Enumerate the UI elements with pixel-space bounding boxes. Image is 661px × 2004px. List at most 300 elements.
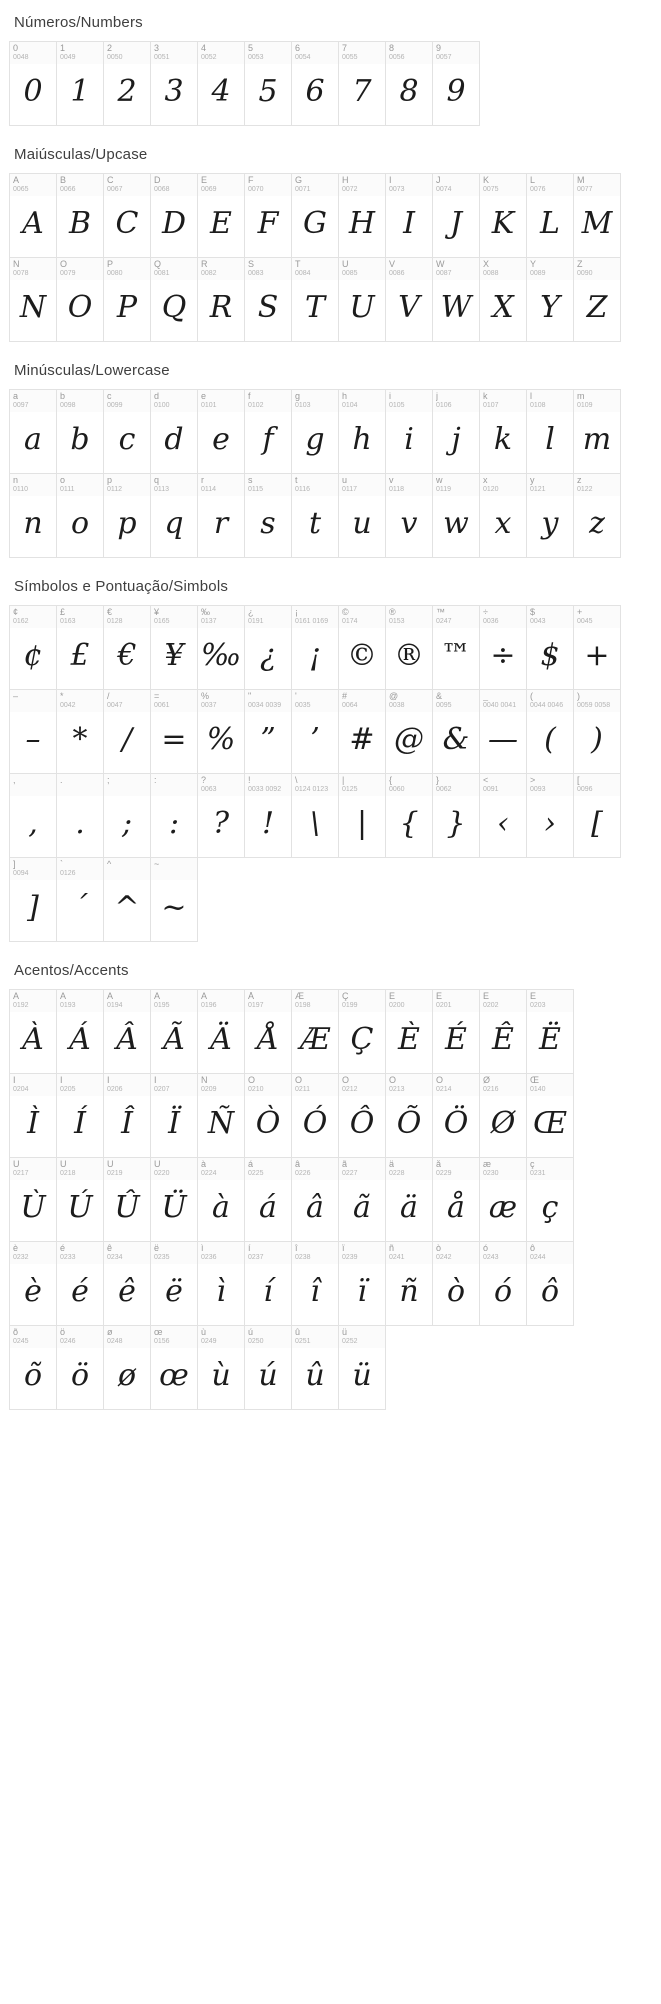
glyph-cell[interactable] — [198, 1326, 245, 1410]
glyph-cell[interactable] — [292, 690, 339, 774]
glyph-cell[interactable] — [57, 258, 104, 342]
glyph-preview: t — [308, 505, 322, 541]
glyph-cell[interactable] — [480, 1074, 527, 1158]
glyph-cell[interactable] — [339, 174, 386, 258]
glyph-cell[interactable] — [198, 606, 245, 690]
glyph-code-label: 0097 — [13, 402, 29, 409]
glyph-char-label: m — [577, 392, 585, 401]
glyph-char-label: € — [107, 608, 113, 617]
glyph-meta — [527, 174, 573, 196]
glyph-meta — [57, 690, 103, 712]
glyph-cell[interactable] — [292, 174, 339, 258]
glyph-cell[interactable] — [386, 42, 433, 126]
glyph-char-label: Ë — [530, 992, 537, 1001]
glyph-cell[interactable] — [527, 174, 574, 258]
glyph-code-label: 0096 — [577, 786, 593, 793]
glyph-cell[interactable] — [198, 474, 245, 558]
glyph-preview: Ñ — [207, 1105, 235, 1141]
glyph-code-label: 0087 — [436, 270, 452, 277]
glyph-cell[interactable] — [245, 774, 292, 858]
glyph-cell[interactable] — [10, 258, 57, 342]
glyph-code-label: 0121 — [530, 486, 546, 493]
glyph-preview: Õ — [396, 1105, 422, 1141]
glyph-cell[interactable] — [151, 1242, 198, 1326]
glyph-cell[interactable] — [198, 690, 245, 774]
glyph-preview: ’ — [310, 721, 320, 757]
glyph-cell[interactable] — [433, 474, 480, 558]
glyph-preview: á — [259, 1189, 277, 1225]
glyph-cell[interactable] — [245, 690, 292, 774]
glyph-cell[interactable] — [151, 690, 198, 774]
glyph-cell[interactable] — [574, 258, 621, 342]
glyph-code-label: 0059 0058 — [577, 702, 611, 709]
glyph-meta — [245, 390, 291, 412]
glyph-meta — [151, 1158, 197, 1180]
glyph-cell[interactable] — [292, 258, 339, 342]
glyph-preview: ÷ — [490, 637, 516, 673]
glyph-code-label: 0232 — [13, 1254, 29, 1261]
glyph-code-label: 0071 — [295, 186, 311, 193]
glyph-cell[interactable] — [339, 474, 386, 558]
glyph-preview: ´ — [72, 889, 88, 925]
glyph-preview: î — [310, 1273, 320, 1309]
glyph-cell[interactable] — [339, 1326, 386, 1410]
glyph-cell[interactable] — [574, 690, 621, 774]
glyph-cell[interactable] — [57, 774, 104, 858]
glyph-preview: ‹ — [497, 805, 509, 841]
glyph-cell[interactable] — [574, 474, 621, 558]
glyph-cell[interactable] — [57, 606, 104, 690]
glyph-char-label: l — [530, 392, 532, 401]
glyph-cell[interactable] — [151, 390, 198, 474]
glyph-cell[interactable] — [57, 990, 104, 1074]
glyph-cell[interactable] — [57, 174, 104, 258]
glyph-char-label: + — [577, 608, 583, 617]
glyph-code-label: 0093 — [530, 786, 546, 793]
glyph-cell[interactable] — [104, 1242, 151, 1326]
glyph-char-label: h — [342, 392, 348, 401]
glyph-char-label: t — [295, 476, 298, 485]
glyph-meta — [292, 774, 338, 796]
glyph-cell[interactable] — [339, 1158, 386, 1242]
glyph-cell[interactable] — [57, 1326, 104, 1410]
glyph-cell[interactable] — [245, 606, 292, 690]
glyph-cell[interactable] — [151, 42, 198, 126]
glyph-cell[interactable] — [198, 174, 245, 258]
glyph-cell[interactable] — [10, 858, 57, 942]
glyph-char-label: y — [530, 476, 535, 485]
glyph-cell[interactable] — [339, 258, 386, 342]
glyph-preview: Ã — [163, 1021, 185, 1057]
glyph-preview: ç — [541, 1189, 559, 1225]
glyph-cell[interactable] — [292, 390, 339, 474]
glyph-meta — [292, 174, 338, 196]
glyph-cell[interactable] — [104, 1158, 151, 1242]
glyph-cell[interactable] — [245, 390, 292, 474]
glyph-cell[interactable] — [527, 990, 574, 1074]
glyph-meta — [480, 606, 526, 628]
glyph-cell[interactable] — [386, 258, 433, 342]
glyph-code-label: 0196 — [201, 1002, 217, 1009]
glyph-cell[interactable] — [10, 1242, 57, 1326]
glyph-cell[interactable] — [198, 774, 245, 858]
glyph-cell[interactable] — [292, 474, 339, 558]
glyph-cell[interactable] — [10, 390, 57, 474]
glyph-cell[interactable] — [527, 606, 574, 690]
glyph-char-label: è — [13, 1244, 19, 1253]
glyph-cell[interactable] — [104, 474, 151, 558]
glyph-cell[interactable] — [480, 174, 527, 258]
glyph-char-label: ä — [389, 1160, 395, 1169]
glyph-cell[interactable] — [480, 474, 527, 558]
glyph-cell[interactable] — [433, 1074, 480, 1158]
glyph-cell[interactable] — [198, 1242, 245, 1326]
glyph-cell[interactable] — [10, 1326, 57, 1410]
glyph-code-label: 0035 — [295, 702, 311, 709]
glyph-cell[interactable] — [433, 1242, 480, 1326]
glyph-cell[interactable] — [10, 690, 57, 774]
glyph-cell[interactable] — [480, 390, 527, 474]
glyph-cell[interactable] — [292, 1326, 339, 1410]
glyph-cell[interactable] — [57, 1074, 104, 1158]
glyph-cell[interactable] — [574, 774, 621, 858]
glyph-cell[interactable] — [10, 990, 57, 1074]
glyph-cell[interactable] — [57, 858, 104, 942]
glyph-meta — [104, 1158, 150, 1180]
glyph-cell[interactable] — [57, 1242, 104, 1326]
glyph-cell[interactable] — [339, 42, 386, 126]
glyph-cell[interactable] — [104, 1326, 151, 1410]
glyph-cell[interactable] — [104, 858, 151, 942]
glyph-char-label: Ñ — [201, 1076, 208, 1085]
glyph-cell[interactable] — [245, 1326, 292, 1410]
glyph-code-label: 0161 0169 — [295, 618, 329, 625]
glyph-cell[interactable] — [339, 774, 386, 858]
glyph-code-label: 0237 — [248, 1254, 264, 1261]
glyph-preview: k — [493, 421, 513, 457]
glyph-cell[interactable] — [10, 1158, 57, 1242]
glyph-cell[interactable] — [386, 474, 433, 558]
glyph-meta — [10, 1242, 56, 1264]
glyph-char-label: ë — [154, 1244, 160, 1253]
glyph-preview: é — [71, 1273, 89, 1309]
glyph-char-label: } — [436, 776, 440, 785]
glyph-char-label: M — [577, 176, 585, 185]
glyph-cell[interactable] — [433, 258, 480, 342]
glyph-char-label: w — [436, 476, 443, 485]
glyph-cell[interactable] — [433, 774, 480, 858]
glyph-cell[interactable] — [292, 774, 339, 858]
glyph-meta — [104, 690, 150, 712]
glyph-cell[interactable] — [245, 42, 292, 126]
glyph-preview: F — [257, 205, 279, 241]
glyph-cell[interactable] — [574, 390, 621, 474]
glyph-cell[interactable] — [527, 1158, 574, 1242]
glyph-code-label: 0212 — [342, 1086, 358, 1093]
glyph-cell[interactable] — [433, 606, 480, 690]
glyph-meta — [574, 258, 620, 280]
glyph-cell[interactable] — [151, 1158, 198, 1242]
glyph-cell[interactable] — [104, 990, 151, 1074]
glyph-preview: ü — [352, 1357, 372, 1393]
glyph-meta — [480, 390, 526, 412]
glyph-cell[interactable] — [57, 390, 104, 474]
glyph-code-label: 0066 — [60, 186, 76, 193]
glyph-meta — [151, 1326, 197, 1348]
glyph-char-label: 6 — [295, 44, 301, 53]
glyph-cell[interactable] — [433, 390, 480, 474]
glyph-meta — [527, 390, 573, 412]
glyph-cell[interactable] — [433, 1158, 480, 1242]
glyph-code-label: 0108 — [530, 402, 546, 409]
glyph-preview: z — [589, 505, 605, 541]
glyph-cell[interactable] — [104, 258, 151, 342]
glyph-preview: O — [67, 289, 93, 325]
glyph-cell[interactable] — [245, 258, 292, 342]
glyph-cell[interactable] — [151, 174, 198, 258]
glyph-cell[interactable] — [198, 990, 245, 1074]
glyph-cell[interactable] — [433, 690, 480, 774]
glyph-char-label: Z — [577, 260, 583, 269]
glyph-code-label: 0194 — [107, 1002, 123, 1009]
glyph-cell[interactable] — [527, 774, 574, 858]
glyph-cell[interactable] — [104, 606, 151, 690]
glyph-preview: Ç — [350, 1021, 374, 1057]
glyph-char-label: , — [13, 776, 16, 785]
glyph-cell[interactable] — [386, 174, 433, 258]
glyph-meta — [151, 774, 197, 796]
glyph-meta — [527, 990, 573, 1012]
glyph-preview: E — [210, 205, 232, 241]
glyph-cell[interactable] — [527, 1242, 574, 1326]
glyph-cell[interactable] — [292, 1242, 339, 1326]
glyph-meta — [527, 774, 573, 796]
glyph-char-label: r — [201, 476, 204, 485]
glyph-char-label: Ì — [13, 1076, 16, 1085]
glyph-cell[interactable] — [386, 774, 433, 858]
glyph-cell[interactable] — [151, 1326, 198, 1410]
glyph-meta — [386, 390, 432, 412]
glyph-cell[interactable] — [527, 474, 574, 558]
glyph-char-label: Û — [107, 1160, 114, 1169]
glyph-meta — [151, 990, 197, 1012]
glyph-meta — [198, 990, 244, 1012]
glyph-meta — [57, 1242, 103, 1264]
glyph-cell[interactable] — [386, 1074, 433, 1158]
glyph-meta — [527, 690, 573, 712]
glyph-cell[interactable] — [339, 606, 386, 690]
glyph-cell[interactable] — [433, 174, 480, 258]
glyph-cell[interactable] — [57, 42, 104, 126]
glyph-cell[interactable] — [386, 606, 433, 690]
glyph-cell[interactable] — [292, 1074, 339, 1158]
glyph-preview: / — [121, 721, 133, 757]
glyph-preview: j — [451, 421, 461, 457]
glyph-cell[interactable] — [292, 990, 339, 1074]
glyph-cell[interactable] — [10, 42, 57, 126]
glyph-cell[interactable] — [480, 990, 527, 1074]
glyph-cell[interactable] — [198, 390, 245, 474]
glyph-code-label: 0095 — [436, 702, 452, 709]
glyph-cell[interactable] — [245, 1158, 292, 1242]
glyph-cell[interactable] — [480, 690, 527, 774]
glyph-code-label: 0111 — [60, 486, 75, 493]
glyph-preview: ‰ — [200, 637, 242, 673]
glyph-cell[interactable] — [245, 1242, 292, 1326]
glyph-code-label: 0250 — [248, 1338, 264, 1345]
glyph-code-label: 0219 — [107, 1170, 123, 1177]
glyph-meta — [339, 1242, 385, 1264]
glyph-char-label: ! — [248, 776, 251, 785]
glyph-cell[interactable] — [245, 474, 292, 558]
glyph-cell[interactable] — [104, 174, 151, 258]
glyph-char-label: 5 — [248, 44, 254, 53]
glyph-char-label: \ — [295, 776, 298, 785]
glyph-code-label: 0091 — [483, 786, 499, 793]
glyph-char-label: Á — [60, 992, 67, 1001]
glyph-meta — [433, 774, 479, 796]
glyph-cell[interactable] — [10, 606, 57, 690]
glyph-cell[interactable] — [339, 690, 386, 774]
glyph-code-label: 0209 — [201, 1086, 217, 1093]
glyph-cell[interactable] — [245, 174, 292, 258]
glyph-cell[interactable] — [480, 606, 527, 690]
glyph-char-label: [ — [577, 776, 580, 785]
glyph-cell[interactable] — [104, 774, 151, 858]
glyph-meta — [433, 1158, 479, 1180]
glyph-cell[interactable] — [151, 858, 198, 942]
glyph-cell[interactable] — [433, 990, 480, 1074]
glyph-cell[interactable] — [198, 1158, 245, 1242]
glyph-cell[interactable] — [480, 1242, 527, 1326]
glyph-cell[interactable] — [527, 690, 574, 774]
glyph-code-label: 0224 — [201, 1170, 217, 1177]
glyph-cell[interactable] — [104, 42, 151, 126]
glyph-cell[interactable] — [292, 42, 339, 126]
glyph-preview: 1 — [70, 73, 90, 109]
glyph-char-label: 0 — [13, 44, 19, 53]
glyph-meta — [433, 258, 479, 280]
glyph-code-label: 0229 — [436, 1170, 452, 1177]
glyph-char-label: ` — [60, 860, 63, 869]
glyph-cell[interactable] — [151, 474, 198, 558]
glyph-meta — [245, 1158, 291, 1180]
glyph-code-label: 0105 — [389, 402, 405, 409]
glyph-cell[interactable] — [386, 990, 433, 1074]
glyph-cell[interactable] — [10, 1074, 57, 1158]
glyph-preview: V — [398, 289, 420, 325]
glyph-cell[interactable] — [10, 174, 57, 258]
glyph-char-label: B — [60, 176, 67, 185]
glyph-char-label: ~ — [154, 860, 160, 869]
glyph-cell[interactable] — [245, 1074, 292, 1158]
glyph-code-label: 0051 — [154, 54, 170, 61]
glyph-cell[interactable] — [527, 258, 574, 342]
glyph-cell[interactable] — [198, 258, 245, 342]
glyph-cell[interactable] — [57, 690, 104, 774]
glyph-cell[interactable] — [10, 774, 57, 858]
glyph-cell[interactable] — [386, 690, 433, 774]
glyph-char-label: ò — [436, 1244, 442, 1253]
glyph-preview: d — [164, 421, 184, 457]
glyph-cell[interactable] — [480, 774, 527, 858]
glyph-cell[interactable] — [292, 606, 339, 690]
glyph-cell[interactable] — [151, 606, 198, 690]
glyph-preview: 3 — [164, 73, 184, 109]
glyph-char-label: £ — [60, 608, 66, 617]
glyph-cell[interactable] — [480, 1158, 527, 1242]
glyph-meta — [104, 390, 150, 412]
glyph-cell[interactable] — [57, 1158, 104, 1242]
glyph-meta — [151, 1074, 197, 1096]
glyph-cell[interactable] — [574, 174, 621, 258]
glyph-code-label: 0056 — [389, 54, 405, 61]
glyph-cell[interactable] — [151, 1074, 198, 1158]
glyph-cell[interactable] — [386, 390, 433, 474]
glyph-preview: 0 — [23, 73, 43, 109]
glyph-cell[interactable] — [574, 606, 621, 690]
glyph-cell[interactable] — [151, 774, 198, 858]
glyph-meta — [104, 1242, 150, 1264]
glyph-cell[interactable] — [198, 42, 245, 126]
glyph-char-label: Ó — [295, 1076, 303, 1085]
glyph-char-label: – — [13, 692, 19, 701]
glyph-code-label: 0074 — [436, 186, 452, 193]
glyph-meta — [10, 174, 56, 196]
glyph-meta — [574, 606, 620, 628]
glyph-code-label: 0037 — [201, 702, 217, 709]
glyph-char-label: ÷ — [483, 608, 488, 617]
glyph-code-label: 0243 — [483, 1254, 499, 1261]
glyph-cell[interactable] — [104, 690, 151, 774]
glyph-cell[interactable] — [480, 258, 527, 342]
glyph-cell[interactable] — [151, 258, 198, 342]
glyph-char-label: Ã — [154, 992, 161, 1001]
glyph-cell[interactable] — [527, 1074, 574, 1158]
glyph-cell[interactable] — [104, 390, 151, 474]
glyph-cell[interactable] — [57, 474, 104, 558]
glyph-cell[interactable] — [10, 474, 57, 558]
glyph-cell[interactable] — [386, 1158, 433, 1242]
glyph-char-label: õ — [13, 1328, 19, 1337]
glyph-cell[interactable] — [198, 1074, 245, 1158]
glyph-char-label: b — [60, 392, 66, 401]
glyph-cell[interactable] — [292, 1158, 339, 1242]
glyph-code-label: 0104 — [342, 402, 358, 409]
glyph-code-label: 0213 — [389, 1086, 405, 1093]
glyph-cell[interactable] — [151, 990, 198, 1074]
glyph-cell[interactable] — [339, 1242, 386, 1326]
glyph-cell[interactable] — [433, 42, 480, 126]
glyph-char-label: E — [201, 176, 208, 185]
glyph-cell[interactable] — [527, 390, 574, 474]
glyph-preview: @ — [394, 721, 424, 757]
glyph-preview: Ô — [349, 1105, 375, 1141]
glyph-cell[interactable] — [339, 990, 386, 1074]
glyph-cell[interactable] — [104, 1074, 151, 1158]
glyph-char-label: I — [389, 176, 392, 185]
glyph-cell[interactable] — [339, 390, 386, 474]
glyph-cell[interactable] — [386, 1242, 433, 1326]
glyph-preview: í — [263, 1273, 273, 1309]
glyph-meta — [433, 1074, 479, 1096]
glyph-meta — [433, 606, 479, 628]
glyph-code-label: 0079 — [60, 270, 76, 277]
glyph-cell[interactable] — [339, 1074, 386, 1158]
glyph-cell[interactable] — [245, 990, 292, 1074]
glyph-char-label: ™ — [436, 608, 445, 617]
glyph-code-label: 0140 — [530, 1086, 546, 1093]
